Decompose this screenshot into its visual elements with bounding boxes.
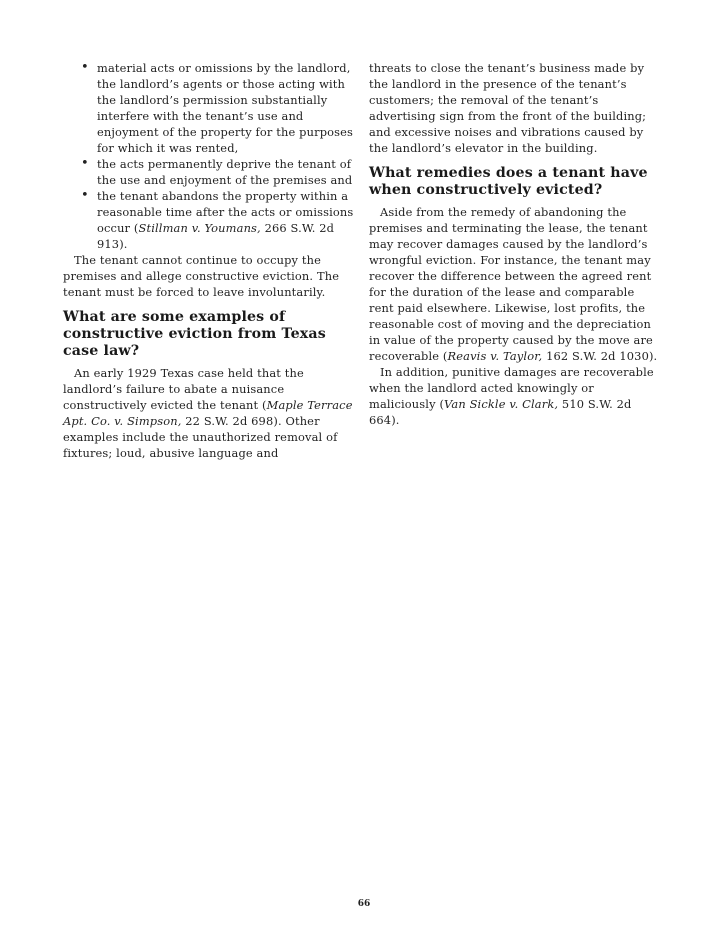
- list-item: [63, 156, 355, 188]
- paragraph: [369, 204, 661, 364]
- paragraph-text: In addition, punitive damages are recoverable when the landlord acted knowingly or maliciously (: [369, 365, 654, 411]
- list-item: [63, 188, 355, 252]
- list-item-text: the tenant abandons the property within a reasonable time after the acts or omissions occur (: [97, 189, 354, 235]
- case-citation: Reavis v. Taylor,: [447, 349, 543, 363]
- bullet-icon: •: [81, 156, 89, 171]
- right-column: [369, 60, 661, 428]
- list-item-text-end: 266 S.W. 2d 913).: [97, 221, 335, 251]
- left-column: [63, 60, 355, 461]
- section-heading: What are some examples of constructive eviction from Texas case law?: [63, 309, 326, 359]
- paragraph-text: Aside from the remedy of abandoning the premises and terminating the lease, the tenant may recover damages caused by the landlord’s wrongful eviction. For instance, the tenant may recover the difference between the agreed rent for the duration of the lease and comparable rent paid elsewhere. Likewise, lost profits, the reasonable cost of moving and the depreciation in value of the property caused by the move are recoverable (: [369, 205, 653, 363]
- bullet-icon: •: [81, 60, 89, 75]
- case-citation: Maple Terrace Apt. Co. v. Simpson,: [63, 398, 353, 428]
- criteria-list: [63, 60, 355, 252]
- list-item-text: material acts or omissions by the landlord, the landlord’s agents or those acting with the landlord’s permission substantially interfere with the tenant’s use and enjoyment of the property for the purposes for which it was rented,: [97, 61, 354, 155]
- paragraph-text: An early 1929 Texas case held that the landlord’s failure to abate a nuisance constructively evicted the tenant (: [63, 366, 304, 412]
- paragraph: [63, 365, 355, 461]
- paragraph: [369, 364, 661, 428]
- paragraph: The tenant cannot continue to occupy the premises and allege constructive eviction. The tenant must be forced to leave involuntarily.: [63, 253, 340, 299]
- paragraph-continued: threats to close the tenant’s business made by the landlord in the presence of the tenant’s customers; the removal of the tenant’s advertising sign from the front of the building; and excessive noises and vibrations caused by the landlord’s elevator in the building.: [369, 61, 647, 155]
- bullet-icon: •: [81, 188, 89, 203]
- list-item: [63, 60, 355, 156]
- paragraph-text-end: 162 S.W. 2d 1030).: [542, 349, 658, 363]
- paragraph-text-end: 510 S.W. 2d 664).: [369, 397, 632, 427]
- paragraph-text-end: 22 S.W. 2d 698). Other examples include the unauthorized removal of fixtures; loud, abusive language and: [63, 414, 338, 460]
- list-item-text: the acts permanently deprive the tenant of the use and enjoyment of the premises and: [97, 157, 353, 187]
- case-citation: Stillman v. Youmans,: [138, 221, 261, 235]
- case-citation: Van Sickle v. Clark,: [444, 397, 559, 411]
- section-heading: What remedies does a tenant have when constructively evicted?: [369, 165, 648, 198]
- page-number: 66: [357, 899, 371, 909]
